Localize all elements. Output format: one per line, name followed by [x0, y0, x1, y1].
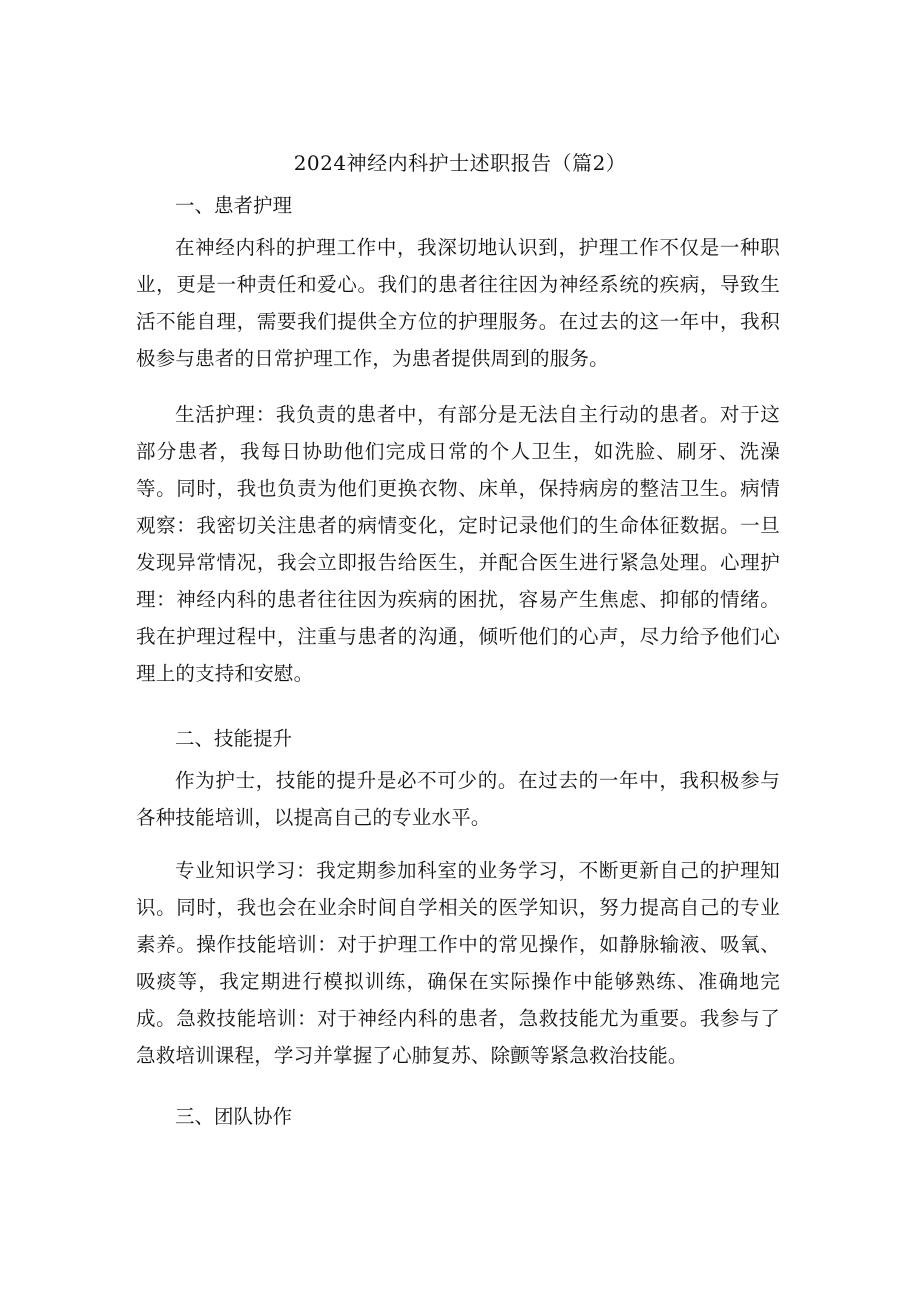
section-heading-patient-care: 一、患者护理 — [175, 194, 293, 217]
section-heading-teamwork: 三、团队协作 — [175, 1105, 293, 1128]
document-title: 2024神经内科护士述职报告（篇2） — [293, 151, 627, 175]
paragraph-patient-care-intro: 在神经内科的护理工作中，我深切地认识到，护理工作不仅是一种职业，更是一种责任和爱心。我们的患者往往因为神经系统的疾病，导致生活不能自理，需要我们提供全方位的护理服务。在过去的这一年中，我积极参与患者的日常护理工作，为患者提供周到的服务。 — [136, 236, 780, 370]
paragraph-patient-care-details: 生活护理：我负责的患者中，有部分是无法自主行动的患者。对于这部分患者，我每日协助他们完成日常的个人卫生，如洗脸、刷牙、洗澡等。同时，我也负责为他们更换衣物、床单，保持病房的整洁卫生。病情观察：我密切关注患者的病情变化，定时记录他们的生命体征数据。一旦发现异常情况，我会立即报告给医生，并配合医生进行紧急处理。心理护理：神经内科的患者往往因为疾病的困扰，容易产生焦虑、抑郁的情绪。我在护理过程中，注重与患者的沟通，倾听他们的心声，尽力给予他们心理上的支持和安慰。 — [136, 403, 780, 685]
paragraph-skill-improvement-details: 专业知识学习：我定期参加科室的业务学习，不断更新自己的护理知识。同时，我也会在业余时间自学相关的医学知识，努力提高自己的专业素养。操作技能培训：对于护理工作中的常见操作，如静脉输液、吸氧、吸痰等，我定期进行模拟训练，确保在实际操作中能够熟练、准确地完成。急救技能培训：对于神经内科的患者，急救技能尤为重要。我参与了急救培训课程，学习并掌握了心肺复苏、除颤等紧急救治技能。 — [136, 859, 780, 1067]
section-heading-skill-improvement: 二、技能提升 — [175, 727, 293, 750]
paragraph-skill-improvement-intro: 作为护士，技能的提升是必不可少的。在过去的一年中，我积极参与各种技能培训，以提高自己的专业水平。 — [136, 769, 780, 829]
